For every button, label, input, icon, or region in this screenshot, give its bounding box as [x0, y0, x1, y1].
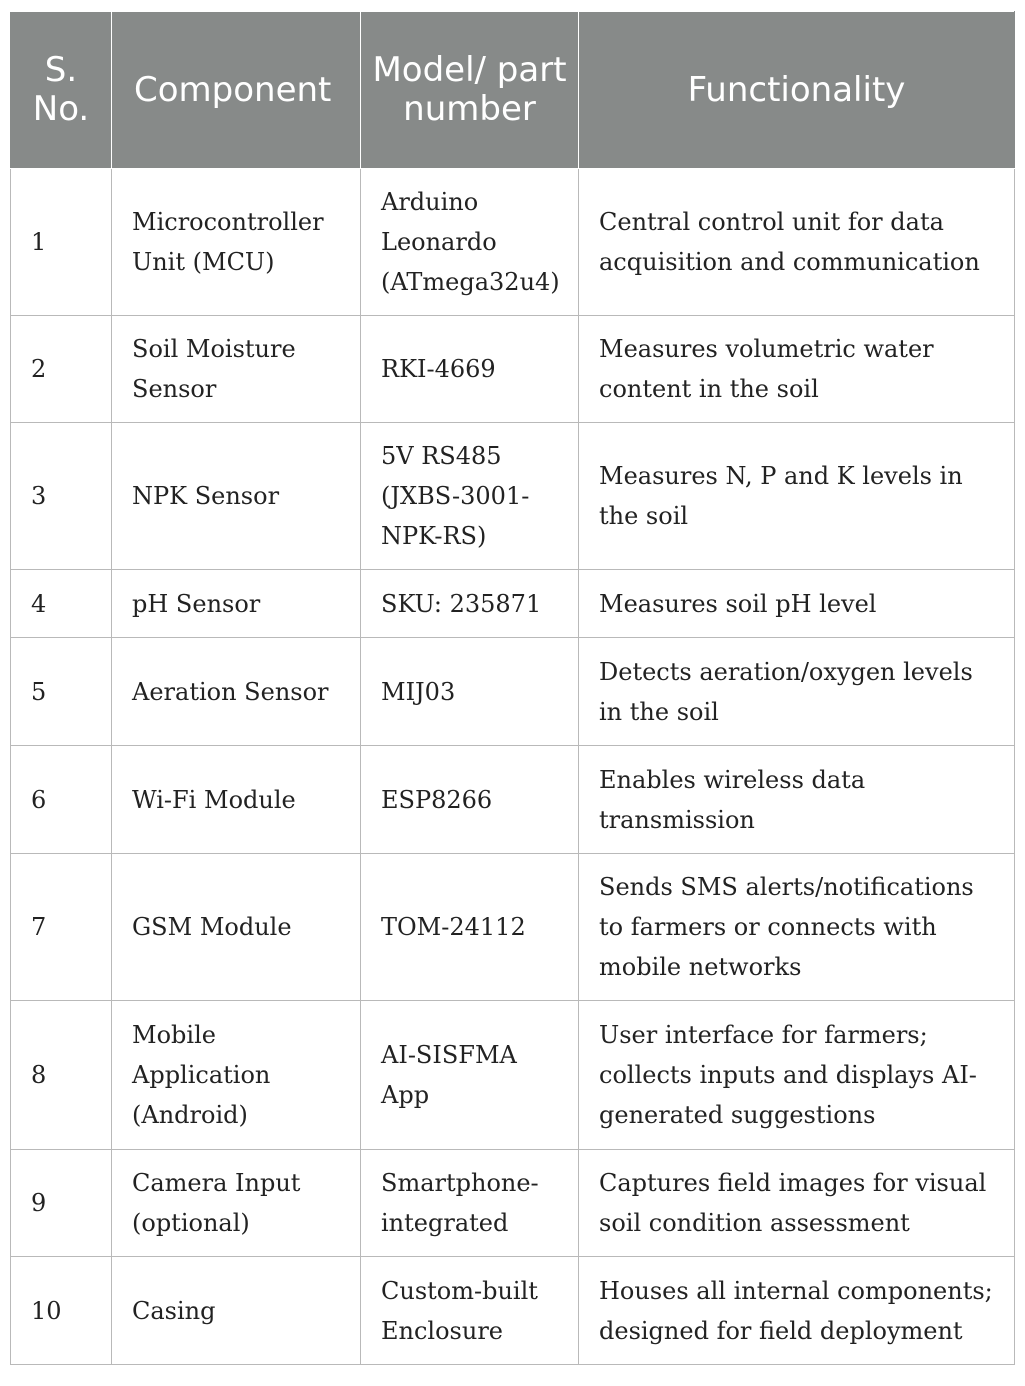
cell-model: Smartphone-integrated — [361, 1150, 579, 1257]
cell-functionality: Houses all internal components; designed for field deployment — [579, 1257, 1015, 1365]
cell-sno: 2 — [11, 316, 112, 423]
cell-component: NPK Sensor — [112, 423, 361, 570]
header-functionality: Functionality — [579, 12, 1015, 169]
table-row — [11, 423, 1015, 570]
cell-model: AI-SISFMA App — [361, 1001, 579, 1150]
cell-model: Arduino Leonardo (ATmega32u4) — [361, 169, 579, 316]
cell-model: Custom-built Enclosure — [361, 1257, 579, 1365]
cell-model: 5V RS485 (JXBS-3001-NPK-RS) — [361, 423, 579, 570]
cell-model: TOM-24112 — [361, 854, 579, 1001]
cell-sno: 9 — [11, 1150, 112, 1257]
cell-sno: 3 — [11, 423, 112, 570]
cell-component: Soil Moisture Sensor — [112, 316, 361, 423]
table-body — [11, 169, 1015, 1365]
cell-component: Camera Input (optional) — [112, 1150, 361, 1257]
cell-functionality: Measures volumetric water content in the soil — [579, 316, 1015, 423]
cell-functionality: Captures field images for visual soil condition assessment — [579, 1150, 1015, 1257]
table-row — [11, 1001, 1015, 1150]
cell-model: MIJ03 — [361, 638, 579, 746]
cell-component: Mobile Application (Android) — [112, 1001, 361, 1150]
table-row — [11, 1257, 1015, 1365]
cell-functionality: Enables wireless data transmission — [579, 746, 1015, 854]
cell-functionality: Detects aeration/oxygen levels in the soil — [579, 638, 1015, 746]
header-row — [11, 12, 1015, 169]
cell-component: GSM Module — [112, 854, 361, 1001]
table-row — [11, 854, 1015, 1001]
cell-sno: 4 — [11, 570, 112, 638]
cell-functionality: Central control unit for data acquisition and communication — [579, 169, 1015, 316]
table-row — [11, 638, 1015, 746]
cell-component: Microcontroller Unit (MCU) — [112, 169, 361, 316]
components-table — [10, 11, 1015, 1365]
cell-model: RKI-4669 — [361, 316, 579, 423]
cell-component: Aeration Sensor — [112, 638, 361, 746]
table-row — [11, 316, 1015, 423]
table-row — [11, 570, 1015, 638]
components-table-container — [10, 11, 1014, 1365]
cell-model: ESP8266 — [361, 746, 579, 854]
cell-sno: 6 — [11, 746, 112, 854]
cell-component: pH Sensor — [112, 570, 361, 638]
cell-sno: 1 — [11, 169, 112, 316]
header-sno: S. No. — [11, 12, 112, 169]
cell-sno: 7 — [11, 854, 112, 1001]
cell-functionality: Measures N, P and K levels in the soil — [579, 423, 1015, 570]
table-row — [11, 1150, 1015, 1257]
table-header — [11, 12, 1015, 169]
header-model: Model/ part number — [361, 12, 579, 169]
cell-sno: 10 — [11, 1257, 112, 1365]
cell-sno: 5 — [11, 638, 112, 746]
table-row — [11, 169, 1015, 316]
table-row — [11, 746, 1015, 854]
cell-component: Casing — [112, 1257, 361, 1365]
cell-component: Wi-Fi Module — [112, 746, 361, 854]
header-component: Component — [112, 12, 361, 169]
cell-sno: 8 — [11, 1001, 112, 1150]
cell-model: SKU: 235871 — [361, 570, 579, 638]
cell-functionality: User interface for farmers; collects inputs and displays AI-generated suggestions — [579, 1001, 1015, 1150]
cell-functionality: Measures soil pH level — [579, 570, 1015, 638]
cell-functionality: Sends SMS alerts/notifications to farmers or connects with mobile networks — [579, 854, 1015, 1001]
